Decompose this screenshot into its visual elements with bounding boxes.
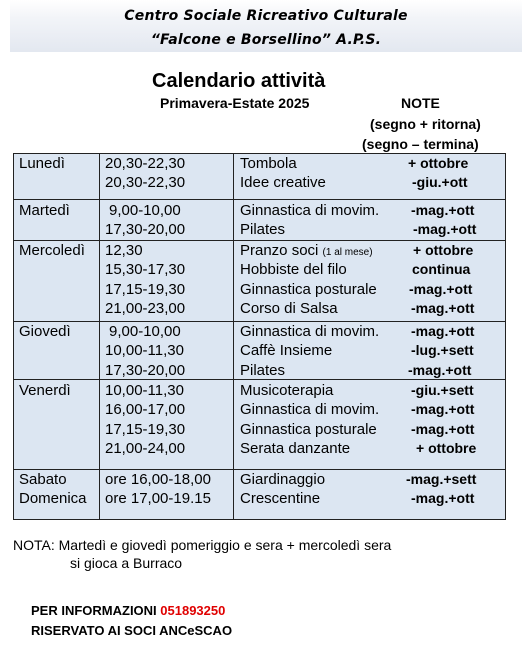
time-slot: 10,00-11,30	[105, 382, 184, 399]
activity-note: -mag.+ott	[408, 361, 472, 378]
activity-note: -mag.+ott	[411, 420, 475, 437]
activity-note: -mag.+ott	[411, 323, 475, 339]
time-slot: 17,15-19,30	[105, 280, 186, 298]
notes-legend-plus: (segno + ritorna)	[370, 116, 481, 132]
activity-name: Corso di Salsa	[240, 299, 338, 317]
activity-note: -mag.+ott	[411, 401, 475, 418]
season-subtitle: Primavera-Estate 2025	[160, 95, 310, 111]
time-slot: 21,00-23,00	[105, 299, 186, 317]
page-title: Calendario attività	[152, 70, 326, 92]
activity-frequency: (1 al mese)	[322, 247, 373, 258]
notes-heading: NOTE	[401, 95, 440, 111]
activity-name: Serata danzante	[240, 439, 351, 457]
day-saturday: Sabato	[19, 471, 67, 488]
activity-note: -mag.+ott	[409, 280, 473, 297]
activity-note: -mag.+ott	[411, 490, 475, 507]
schedule-table	[13, 153, 506, 520]
activity-note: + ottobre	[416, 439, 477, 456]
activity-name	[240, 241, 373, 262]
members-only-notice: RISERVATO AI SOCI ANCeSCAO	[31, 623, 233, 638]
nota-line-2: si gioca a Burraco	[70, 555, 183, 571]
day-wednesday: Mercoledì	[19, 242, 85, 259]
activity-name-text: Pranzo soci	[240, 242, 319, 259]
activity-name: Tombola	[240, 155, 297, 172]
time-slot: ore 16,00-18,00	[105, 471, 211, 488]
activity-name: Pilates	[240, 221, 286, 239]
activity-name: Pilates	[240, 361, 286, 379]
activity-note: -mag.+sett	[406, 471, 477, 487]
activity-note: -mag.+ott	[413, 221, 477, 238]
association-name: Centro Sociale Ricreativo Culturale	[124, 8, 408, 24]
activity-name: Idee creative	[240, 174, 326, 192]
row-divider	[14, 199, 505, 200]
time-slot: 9,00-10,00	[109, 202, 181, 219]
activity-name: Giardinaggio	[240, 471, 326, 488]
day-thursday: Giovedì	[19, 323, 71, 340]
time-slot: 17,15-19,30	[105, 420, 186, 438]
activity-note: + ottobre	[408, 155, 469, 171]
activity-name: Crescentine	[240, 490, 321, 508]
time-slot: 12,30	[105, 242, 143, 259]
time-slot: 21,00-24,00	[105, 439, 186, 457]
info-label: PER INFORMAZIONI	[31, 603, 161, 618]
activity-name: Hobbiste del filo	[240, 261, 347, 279]
time-slot: 16,00-17,00	[105, 401, 186, 419]
time-slot: 15,30-17,30	[105, 261, 186, 279]
activity-note: -mag.+ott	[411, 299, 475, 316]
notes-legend-minus: (segno – termina)	[362, 136, 479, 152]
activity-name: Ginnastica di movim.	[240, 323, 380, 340]
day-tuesday: Martedì	[19, 202, 70, 219]
activity-note: + ottobre	[413, 242, 474, 258]
day-sunday: Domenica	[19, 490, 87, 508]
time-slot: ore 17,00-19.15	[105, 490, 211, 508]
day-friday: Venerdì	[19, 382, 71, 399]
association-subtitle: “Falcone e Borsellino” A.P.S.	[150, 32, 382, 48]
header-banner	[10, 0, 522, 52]
time-slot: 10,00-11,30	[105, 342, 184, 360]
day-monday: Lunedì	[19, 155, 65, 172]
activity-name: Ginnastica di movim.	[240, 401, 380, 419]
time-slot: 17,30-20,00	[105, 221, 186, 239]
info-phone: 051893250	[160, 603, 226, 618]
activity-note: continua	[412, 261, 471, 278]
activity-note: -giu.+ott	[412, 174, 468, 191]
time-slot: 17,30-20,00	[105, 361, 186, 379]
activity-name: Ginnastica posturale	[240, 420, 377, 438]
time-slot: 9,00-10,00	[109, 323, 181, 340]
activity-note: -giu.+sett	[411, 382, 474, 398]
column-divider	[99, 154, 100, 519]
column-divider	[233, 154, 234, 519]
nota-line-1: NOTA: Martedì e giovedì pomeriggio e sera + mercoledì sera	[13, 537, 392, 553]
activity-name: Ginnastica di movim.	[240, 202, 380, 219]
time-slot: 20,30-22,30	[105, 155, 186, 172]
time-slot: 20,30-22,30	[105, 174, 186, 192]
activity-name: Caffè Insieme	[240, 342, 333, 360]
activity-name: Ginnastica posturale	[240, 280, 377, 298]
activity-name: Musicoterapia	[240, 382, 334, 399]
activity-note: -mag.+ott	[411, 202, 475, 218]
info-line	[31, 603, 225, 618]
activity-note: -lug.+sett	[411, 342, 474, 359]
